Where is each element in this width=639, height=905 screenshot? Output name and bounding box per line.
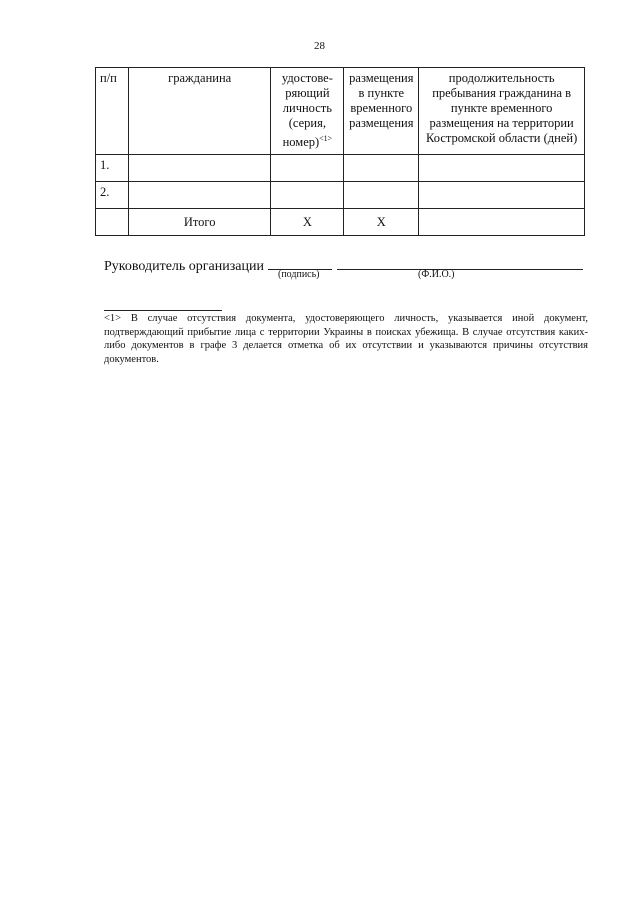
row-number: 1. (96, 155, 129, 182)
total-label: Итого (128, 209, 271, 236)
total-col3: X (271, 209, 344, 236)
header-citizen: гражданина (128, 68, 271, 155)
header-document-text: удостове-ряющий личность (серия, номер) (281, 71, 333, 150)
total-col4: X (344, 209, 419, 236)
footnote-mark: <1> (319, 134, 333, 143)
cell-empty (96, 209, 129, 236)
footnote-text: <1> В случае отсутствия документа, удостоверяющего личность, указывается иной документ, подтверждающий прибытие лица с территории Украины в поисках убежища. В случае отсутствия каких-либо документов в графе 3 делается отметка об их отсутствии и указываются причины отсутствия документов. (104, 313, 588, 365)
cell-empty[interactable] (128, 182, 271, 209)
cell-empty[interactable] (128, 155, 271, 182)
cell-empty[interactable] (271, 155, 344, 182)
name-field[interactable] (337, 255, 583, 270)
header-duration: продолжительность пребывания гражданина в пункте временного размещения на территории Костромской области (дней) (419, 68, 585, 155)
table-row (96, 155, 585, 182)
table-header-row (96, 68, 585, 155)
table-row (96, 182, 585, 209)
signature-label: Руководитель организации (104, 259, 264, 274)
header-num: п/п (96, 68, 129, 155)
cell-empty[interactable] (344, 155, 419, 182)
cell-empty[interactable] (419, 155, 585, 182)
table-total-row (96, 209, 585, 236)
name-caption: (Ф.И.О.) (418, 269, 455, 280)
cell-empty[interactable] (419, 182, 585, 209)
page-number: 28 (314, 40, 325, 52)
header-document (271, 68, 344, 155)
row-number: 2. (96, 182, 129, 209)
cell-empty (419, 209, 585, 236)
signature-line (104, 255, 583, 275)
cell-empty[interactable] (344, 182, 419, 209)
registry-table (95, 67, 585, 236)
cell-empty[interactable] (271, 182, 344, 209)
footnote-divider (104, 310, 222, 311)
signature-field[interactable] (268, 255, 332, 270)
signature-caption: (подпись) (278, 269, 320, 280)
header-placement: размещения в пункте временного размещения (344, 68, 419, 155)
